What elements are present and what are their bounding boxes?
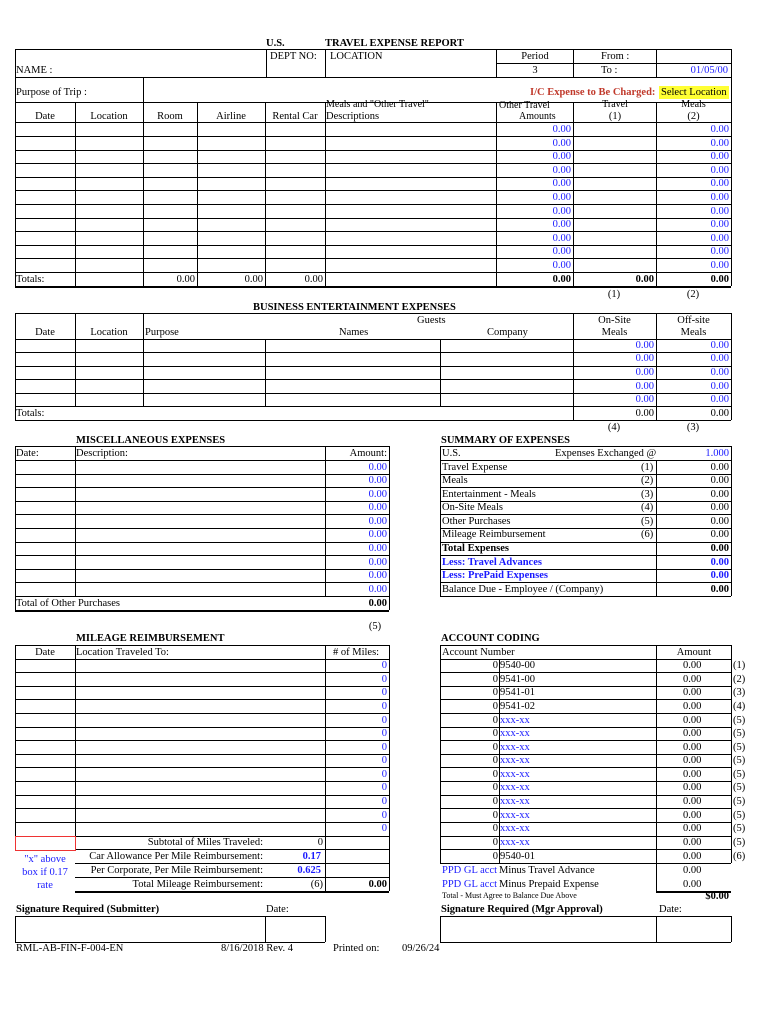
summary-row-ref: (5) xyxy=(641,516,654,527)
period-value[interactable]: 3 xyxy=(532,65,538,76)
summary-row-value: 0.00 xyxy=(710,462,729,473)
misc-amount[interactable]: 0.00 xyxy=(368,516,387,527)
ent-col-offsite: Off-site xyxy=(677,315,710,326)
misc-total: 0.00 xyxy=(368,598,387,609)
mgr-date-field[interactable] xyxy=(657,917,730,941)
other-travel-amount[interactable]: 0.00 xyxy=(552,260,571,271)
ent-col-purpose: Purpose xyxy=(145,327,179,338)
account-number: 9540-00 xyxy=(500,660,535,671)
submitter-signature-field[interactable] xyxy=(16,917,264,941)
col-descriptions: Descriptions xyxy=(326,111,380,122)
total-meals: 0.00 xyxy=(710,274,729,285)
misc-description-label: Description: xyxy=(76,448,128,459)
balance-due-label: Balance Due - Employee / (Company) xyxy=(442,584,604,595)
mileage-total-label: Total Mileage Reimbursement: xyxy=(132,879,263,890)
summary-row-ref: (6) xyxy=(641,529,654,540)
summary-row-label: Meals xyxy=(442,475,468,486)
misc-amount[interactable]: 0.00 xyxy=(368,502,387,513)
account-ref: (5) xyxy=(733,715,746,726)
account-amount: 0.00 xyxy=(683,782,702,793)
col-location: Location xyxy=(90,111,128,122)
miles-value[interactable]: 0 xyxy=(381,755,387,766)
dept-label: DEPT NO: xyxy=(270,51,317,62)
account-ref: (5) xyxy=(733,782,746,793)
submitter-signature-label: Signature Required (Submitter) xyxy=(16,904,160,915)
misc-amount[interactable]: 0.00 xyxy=(368,557,387,568)
car-allowance-checkbox[interactable] xyxy=(15,836,76,851)
offsite-amount[interactable]: 0.00 xyxy=(710,394,729,405)
guests-label: Guests xyxy=(417,315,446,326)
other-travel-amount[interactable]: 0.00 xyxy=(552,233,571,244)
mileage-title: MILEAGE REIMBURSEMENT xyxy=(76,633,225,644)
onsite-amount[interactable]: 0.00 xyxy=(635,394,654,405)
form-revision: 8/16/2018 Rev. 4 xyxy=(221,943,293,954)
account-number[interactable]: xxx-xx xyxy=(500,837,530,848)
summary-title: SUMMARY OF EXPENSES xyxy=(441,435,570,446)
account-prefix: 0 xyxy=(492,728,498,739)
other-travel-amount[interactable]: 0.00 xyxy=(552,151,571,162)
travel-totals-label: Totals: xyxy=(16,274,45,285)
account-number: 9541-01 xyxy=(500,687,535,698)
onsite-amount[interactable]: 0.00 xyxy=(635,340,654,351)
corp-rate-value: 0.625 xyxy=(297,865,321,876)
entertainment-title: BUSINESS ENTERTAINMENT EXPENSES xyxy=(253,302,456,313)
meals-amount: 0.00 xyxy=(710,138,729,149)
printed-on-label: Printed on: xyxy=(333,943,380,954)
col-meals-other-travel: Meals and "Other Travel" xyxy=(326,99,429,110)
coding-total-note: Total - Must Agree to Balance Due Above xyxy=(442,891,577,900)
travel-footnote-2: (2) xyxy=(686,289,700,300)
select-location-dropdown[interactable]: Select Location xyxy=(661,87,727,98)
col-rental-car: Rental Car xyxy=(272,111,318,122)
subtotal-miles-label: Subtotal of Miles Traveled: xyxy=(147,837,263,848)
account-prefix: 0 xyxy=(492,782,498,793)
account-ref: (5) xyxy=(733,810,746,821)
miles-value[interactable]: 0 xyxy=(381,823,387,834)
account-amount: 0.00 xyxy=(683,701,702,712)
travel-advances-label: Less: Travel Advances xyxy=(442,557,542,568)
location-label[interactable]: LOCATION xyxy=(330,51,383,62)
account-prefix: 0 xyxy=(492,769,498,780)
ppd-amount-2: 0.00 xyxy=(683,879,702,890)
ppd-desc-1: Minus Travel Advance xyxy=(499,865,595,876)
account-number[interactable]: xxx-xx xyxy=(500,796,530,807)
miles-value[interactable]: 0 xyxy=(381,687,387,698)
meals-amount: 0.00 xyxy=(710,124,729,135)
col-meals: Meals xyxy=(681,99,706,110)
meals-amount: 0.00 xyxy=(710,165,729,176)
meals-amount: 0.00 xyxy=(710,219,729,230)
account-amount: 0.00 xyxy=(683,715,702,726)
miles-value[interactable]: 0 xyxy=(381,728,387,739)
account-amount: 0.00 xyxy=(683,674,702,685)
col-amounts: Amounts xyxy=(519,111,556,122)
ent-total-onsite: 0.00 xyxy=(635,408,654,419)
account-prefix: 0 xyxy=(492,755,498,766)
summary-total: 0.00 xyxy=(710,543,729,554)
meals-amount: 0.00 xyxy=(710,246,729,257)
ent-footnote-3: (3) xyxy=(686,422,700,433)
form-id: RML-AB-FIN-F-004-EN xyxy=(16,943,124,954)
submitter-date-field[interactable] xyxy=(266,917,324,941)
account-prefix: 0 xyxy=(492,701,498,712)
misc-amount[interactable]: 0.00 xyxy=(368,489,387,500)
coding-title: ACCOUNT CODING xyxy=(441,633,540,644)
summary-row-value: 0.00 xyxy=(710,475,729,486)
col-other-travel: Other Travel xyxy=(499,100,550,111)
account-amount: 0.00 xyxy=(683,742,702,753)
misc-amount[interactable]: 0.00 xyxy=(368,529,387,540)
summary-row-label: Travel Expense xyxy=(442,462,508,473)
col-date: Date xyxy=(35,111,55,122)
account-prefix: 0 xyxy=(492,715,498,726)
balance-due-value: 0.00 xyxy=(710,584,729,595)
miles-value[interactable]: 0 xyxy=(381,674,387,685)
other-travel-amount[interactable]: 0.00 xyxy=(552,178,571,189)
offsite-amount[interactable]: 0.00 xyxy=(710,340,729,351)
account-amount: 0.00 xyxy=(683,755,702,766)
account-prefix: 0 xyxy=(492,851,498,862)
other-travel-amount[interactable]: 0.00 xyxy=(552,165,571,176)
summary-row-label: Mileage Reimbursement xyxy=(442,529,546,540)
mileage-note-line: rate xyxy=(37,880,53,891)
meals-amount: 0.00 xyxy=(710,151,729,162)
ppd-gl-acct-2[interactable]: PPD GL acct xyxy=(442,879,498,890)
ppd-desc-2: Minus Prepaid Expense xyxy=(499,879,599,890)
misc-total-label: Total of Other Purchases xyxy=(16,598,120,609)
account-ref: (3) xyxy=(733,687,746,698)
prepaid-label: Less: PrePaid Expenses xyxy=(442,570,548,581)
summary-currency: U.S. xyxy=(442,448,461,459)
offsite-amount[interactable]: 0.00 xyxy=(710,381,729,392)
report-title: TRAVEL EXPENSE REPORT xyxy=(325,38,464,49)
miles-value[interactable]: 0 xyxy=(381,810,387,821)
ent-col-location: Location xyxy=(90,327,128,338)
misc-amount[interactable]: 0.00 xyxy=(368,462,387,473)
col-airline: Airline xyxy=(216,111,246,122)
miles-value[interactable]: 0 xyxy=(381,782,387,793)
mileage-col-miles: # of Miles: xyxy=(333,647,380,658)
summary-row-ref: (2) xyxy=(641,475,654,486)
misc-amount-label: Amount: xyxy=(349,448,387,459)
period-label: Period xyxy=(521,51,549,62)
misc-amount[interactable]: 0.00 xyxy=(368,570,387,581)
miles-value[interactable]: 0 xyxy=(381,769,387,780)
summary-row-value: 0.00 xyxy=(710,502,729,513)
printed-on-date: 09/26/24 xyxy=(402,943,440,954)
account-amount: 0.00 xyxy=(683,851,702,862)
account-amount: 0.00 xyxy=(683,728,702,739)
misc-footnote-5: (5) xyxy=(368,621,382,632)
misc-amount[interactable]: 0.00 xyxy=(368,543,387,554)
ic-expense-label: I/C Expense to Be Charged: xyxy=(530,87,656,98)
meals-amount: 0.00 xyxy=(710,260,729,271)
name-field[interactable] xyxy=(144,51,264,75)
mgr-date-label: Date: xyxy=(659,904,682,915)
prepaid-value[interactable]: 0.00 xyxy=(710,570,729,581)
other-travel-amount[interactable]: 0.00 xyxy=(552,246,571,257)
misc-date-label: Date: xyxy=(16,448,39,459)
other-travel-amount[interactable]: 0.00 xyxy=(552,124,571,135)
misc-title: MISCELLANEOUS EXPENSES xyxy=(76,435,226,446)
from-date-field[interactable] xyxy=(657,51,730,63)
col-meals-ref: (2) xyxy=(687,111,700,122)
submitter-date-label: Date: xyxy=(266,904,289,915)
misc-amount[interactable]: 0.00 xyxy=(368,584,387,595)
account-number[interactable]: xxx-xx xyxy=(500,742,530,753)
onsite-amount[interactable]: 0.00 xyxy=(635,381,654,392)
account-prefix: 0 xyxy=(492,810,498,821)
account-amount: 0.00 xyxy=(683,837,702,848)
account-amount: 0.00 xyxy=(683,796,702,807)
miles-value[interactable]: 0 xyxy=(381,701,387,712)
account-ref: (1) xyxy=(733,660,746,671)
mileage-total-value: 0.00 xyxy=(368,879,387,890)
account-ref: (5) xyxy=(733,796,746,807)
coding-account-label: Account Number xyxy=(442,647,515,658)
other-travel-amount[interactable]: 0.00 xyxy=(552,138,571,149)
summary-row-value: 0.00 xyxy=(710,516,729,527)
country-label: U.S. xyxy=(266,38,285,49)
other-travel-amount[interactable]: 0.00 xyxy=(552,219,571,230)
mileage-note-line: box if 0.17 xyxy=(22,867,68,878)
misc-amount[interactable]: 0.00 xyxy=(368,475,387,486)
summary-row-value: 0.00 xyxy=(710,489,729,500)
account-prefix: 0 xyxy=(492,837,498,848)
account-number[interactable]: xxx-xx xyxy=(500,728,530,739)
meals-amount: 0.00 xyxy=(710,233,729,244)
purpose-label: Purpose of Trip : xyxy=(16,87,87,98)
car-allowance-rate: 0.17 xyxy=(302,851,321,862)
summary-exchange-rate[interactable]: 1.000 xyxy=(705,448,729,459)
ent-footnote-4: (4) xyxy=(607,422,621,433)
summary-row-label: Entertainment - Meals xyxy=(442,489,536,500)
summary-row-ref: (4) xyxy=(641,502,654,513)
summary-exchange-label: Expenses Exchanged @ xyxy=(555,448,657,459)
mileage-col-date: Date xyxy=(35,647,55,658)
to-date-value[interactable]: 01/05/00 xyxy=(690,65,728,76)
travel-footnote-1: (1) xyxy=(607,289,621,300)
miles-value[interactable]: 0 xyxy=(381,742,387,753)
mgr-signature-field[interactable] xyxy=(441,917,655,941)
ent-col-company: Company xyxy=(487,327,528,338)
subtotal-miles-value: 0 xyxy=(317,837,323,848)
account-amount: 0.00 xyxy=(683,810,702,821)
ent-col-onsite: On-Site xyxy=(598,315,631,326)
account-number: 9541-00 xyxy=(500,674,535,685)
summary-row-ref: (3) xyxy=(641,489,654,500)
total-other-travel: 0.00 xyxy=(552,274,571,285)
mileage-note-line: "x" above xyxy=(24,854,66,865)
total-rental: 0.00 xyxy=(304,274,323,285)
ent-col-onsite-meals: Meals xyxy=(601,327,628,338)
corp-rate-label: Per Corporate, Per Mile Reimbursement: xyxy=(90,865,263,876)
ppd-gl-acct-1[interactable]: PPD GL acct xyxy=(442,865,498,876)
account-prefix: 0 xyxy=(492,742,498,753)
summary-total-label: Total Expenses xyxy=(442,543,510,554)
account-ref: (5) xyxy=(733,742,746,753)
meals-amount: 0.00 xyxy=(710,206,729,217)
account-number: 9541-02 xyxy=(500,701,535,712)
account-amount: 0.00 xyxy=(683,660,702,671)
col-room: Room xyxy=(157,111,183,122)
summary-row-label: Other Purchases xyxy=(442,516,511,527)
account-ref: (2) xyxy=(733,674,746,685)
car-allowance-label: Car Allowance Per Mile Reimbursement: xyxy=(89,851,263,862)
travel-advances-value[interactable]: 0.00 xyxy=(710,557,729,568)
col-travel: Travel xyxy=(602,99,628,110)
account-ref: (5) xyxy=(733,823,746,834)
ppd-amount-1: 0.00 xyxy=(683,865,702,876)
onsite-amount[interactable]: 0.00 xyxy=(635,367,654,378)
col-travel-ref: (1) xyxy=(608,111,622,122)
account-ref: (4) xyxy=(733,701,746,712)
ent-col-date: Date xyxy=(35,327,55,338)
summary-row-value: 0.00 xyxy=(710,529,729,540)
ent-col-offsite-meals: Meals xyxy=(680,327,707,338)
account-number[interactable]: xxx-xx xyxy=(500,715,530,726)
account-number[interactable]: xxx-xx xyxy=(500,823,530,834)
account-number: 9540-01 xyxy=(500,851,535,862)
account-ref: (5) xyxy=(733,755,746,766)
ent-col-names: Names xyxy=(339,327,369,338)
account-number[interactable]: xxx-xx xyxy=(500,782,530,793)
account-ref: (5) xyxy=(733,837,746,848)
mileage-col-location: Location Traveled To: xyxy=(76,647,169,658)
account-number[interactable]: xxx-xx xyxy=(500,769,530,780)
offsite-amount[interactable]: 0.00 xyxy=(710,367,729,378)
account-amount: 0.00 xyxy=(683,769,702,780)
coding-amount-label: Amount xyxy=(676,647,712,658)
miles-value[interactable]: 0 xyxy=(381,796,387,807)
ent-totals-label: Totals: xyxy=(16,408,45,419)
name-label: NAME : xyxy=(16,65,53,76)
mgr-signature-label: Signature Required (Mgr Approval) xyxy=(441,904,603,915)
summary-row-label: On-Site Meals xyxy=(442,502,503,513)
account-prefix: 0 xyxy=(492,660,498,671)
other-travel-amount[interactable]: 0.00 xyxy=(552,206,571,217)
total-airline: 0.00 xyxy=(244,274,263,285)
meals-amount: 0.00 xyxy=(710,178,729,189)
account-ref: (5) xyxy=(733,728,746,739)
total-travel: 0.00 xyxy=(635,274,654,285)
account-prefix: 0 xyxy=(492,823,498,834)
account-ref: (5) xyxy=(733,769,746,780)
meals-amount: 0.00 xyxy=(710,192,729,203)
mileage-total-ref: (6) xyxy=(310,879,323,890)
summary-row-ref: (1) xyxy=(641,462,654,473)
account-prefix: 0 xyxy=(492,687,498,698)
other-travel-amount[interactable]: 0.00 xyxy=(552,192,571,203)
offsite-amount[interactable]: 0.00 xyxy=(710,353,729,364)
account-number[interactable]: xxx-xx xyxy=(500,810,530,821)
miles-value[interactable]: 0 xyxy=(381,660,387,671)
coding-total: $0.00 xyxy=(705,891,729,902)
miles-value[interactable]: 0 xyxy=(381,715,387,726)
account-ref: (6) xyxy=(733,851,746,862)
to-label: To : xyxy=(601,65,618,76)
account-number[interactable]: xxx-xx xyxy=(500,755,530,766)
onsite-amount[interactable]: 0.00 xyxy=(635,353,654,364)
account-prefix: 0 xyxy=(492,796,498,807)
account-amount: 0.00 xyxy=(683,823,702,834)
from-label: From : xyxy=(601,51,630,62)
account-amount: 0.00 xyxy=(683,687,702,698)
ent-total-offsite: 0.00 xyxy=(710,408,729,419)
total-room: 0.00 xyxy=(176,274,195,285)
account-prefix: 0 xyxy=(492,674,498,685)
